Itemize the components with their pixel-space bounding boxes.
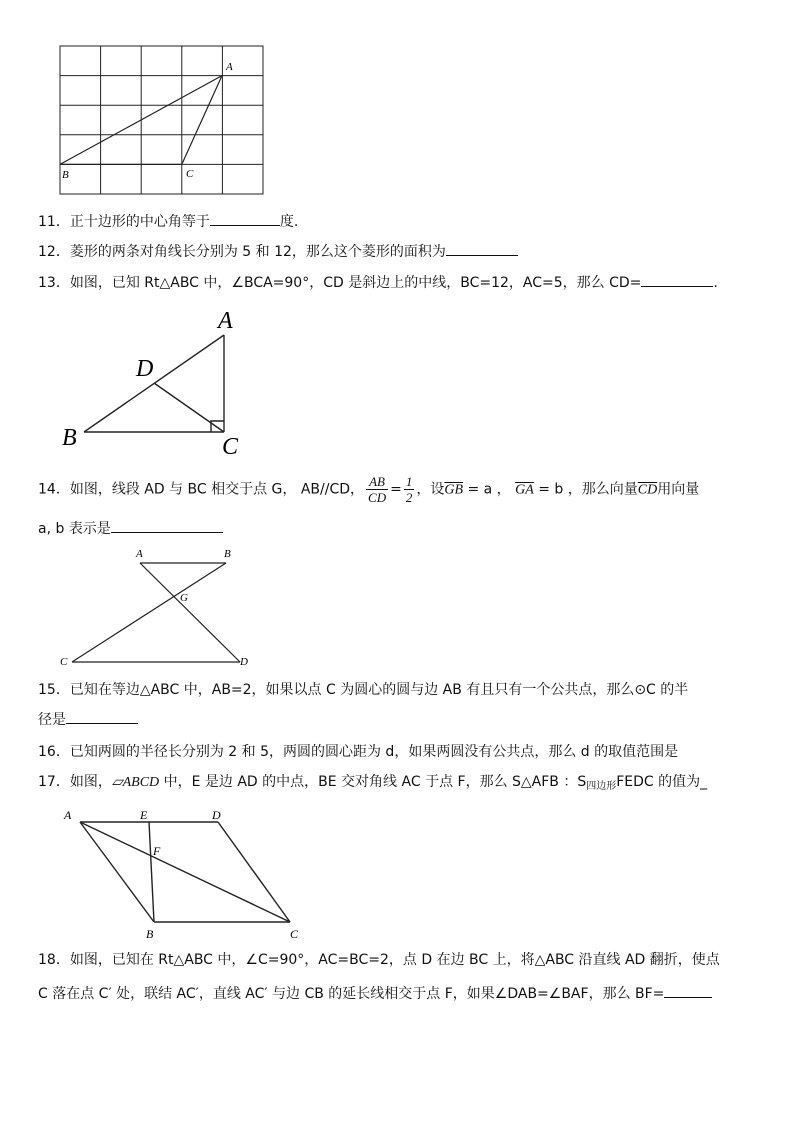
vector-cd: $\overline{CD}$ xyxy=(637,482,658,498)
parallelogram-symbol: ▱ABCD xyxy=(111,775,160,790)
label-g: G xyxy=(180,592,188,604)
label-b: B xyxy=(62,169,69,181)
segments xyxy=(72,563,240,662)
label-d: D xyxy=(240,656,248,668)
answer-blank[interactable] xyxy=(210,211,280,226)
question-14: 14．如图，线段 AD 与 BC 相交于点 G， AB//CD， $\frac{AB}{CD}$ = $\frac{1}{2}$ ，设$\overline{GB} = a$ ， $\overline{GA} = b$ ，那么向量$\overline{CD}$用向量 xyxy=(38,474,700,505)
crossing-segments-figure xyxy=(54,544,264,672)
answer-blank[interactable] xyxy=(446,241,518,256)
right-triangle-figure xyxy=(56,302,256,462)
answer-blank[interactable] xyxy=(641,272,713,287)
label-b: B xyxy=(62,425,77,451)
label-a: A xyxy=(136,548,143,560)
label-d: D xyxy=(212,808,221,822)
fraction-one-half: $\frac{1}{2}$ xyxy=(405,474,413,505)
question-16: 16．已知两圆的半径长分别为 2 和 5，两圆的圆心距为 d，如果两圆没有公共点，那么 d 的取值范围是 xyxy=(38,744,679,760)
vector-ga: $\overline{GA}$ xyxy=(515,482,534,498)
label-b: B xyxy=(146,927,154,941)
question-11: 11．正十边形的中心角等于 度. xyxy=(38,211,298,232)
label-b: B xyxy=(224,548,231,560)
label-c: C xyxy=(290,927,299,941)
parallelogram-abcd xyxy=(80,822,290,922)
question-15: 15．已知在等边△ABC 中，AB=2，如果以点 C 为圆心的圆与边 AB 有且只有一个公共点，那么⊙C 的半 xyxy=(38,682,689,698)
question-12: 12．菱形的两条对角线长分别为 5 和 12，那么这个菱形的面积为 xyxy=(38,241,518,262)
fraction-ab-cd: $\frac{AB}{CD}$ xyxy=(368,474,387,505)
parallelogram-figure xyxy=(58,802,314,942)
question-15-line-2: 径是 xyxy=(38,709,138,730)
vector-gb: $\overline{GB}$ xyxy=(444,482,463,498)
answer-blank[interactable] xyxy=(66,709,138,724)
grid-triangle-figure xyxy=(58,44,268,196)
label-e: E xyxy=(140,808,148,822)
question-18: 18．如图，已知在 Rt△ABC 中，∠C=90°，AC=BC=2，点 D 在边 BC 上，将△ABC 沿直线 AD 翻折，使点 xyxy=(38,952,720,968)
label-c: C xyxy=(60,656,68,668)
question-14-line-2: a, b 表示是 xyxy=(38,518,223,539)
label-a: A xyxy=(218,308,233,334)
question-13: 13．如图，已知 Rt△ABC 中，∠BCA=90°，CD 是斜边上的中线，BC=12，AC=5，那么 CD= . xyxy=(38,272,718,293)
label-a: A xyxy=(226,61,233,73)
answer-blank[interactable] xyxy=(111,518,223,533)
question-18-line-2: C 落在点 C′ 处，联结 AC′，直线 AC′ 与边 CB 的延长线相交于点 F，如果∠DAB=∠BAF，那么 BF= xyxy=(38,983,712,1004)
label-c: C xyxy=(222,434,239,460)
question-17: 17．如图，▱ABCD 中，E 是边 AD 的中点，BE 交对角线 AC 于点 F，那么 S△AFB ：$S_{四边形}FEDC$ 的值为_ xyxy=(38,774,708,792)
answer-blank[interactable] xyxy=(664,983,712,998)
label-a: A xyxy=(64,808,72,822)
label-c: C xyxy=(186,168,194,180)
label-d: D xyxy=(136,356,154,382)
triangle-abc xyxy=(84,335,224,432)
label-f: F xyxy=(153,844,161,858)
